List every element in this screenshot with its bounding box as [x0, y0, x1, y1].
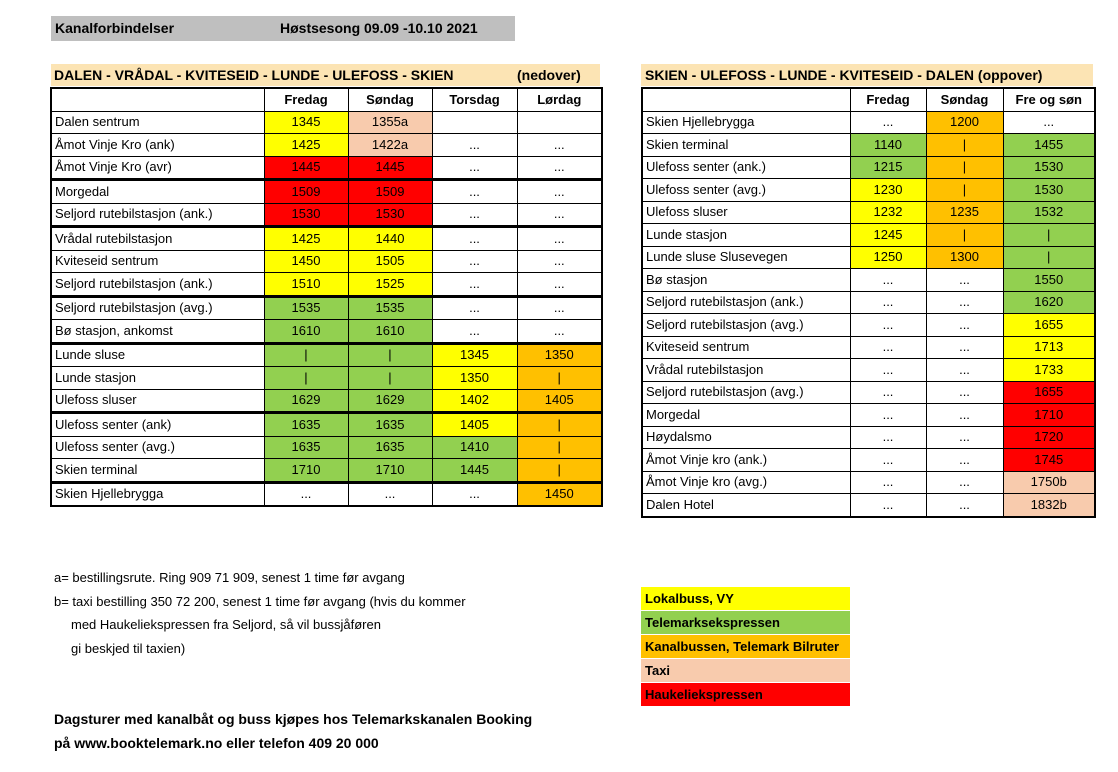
time-cell: 1509 — [264, 180, 348, 204]
stop-name: Seljord rutebilstasjon (avg.) — [642, 314, 850, 337]
stop-name: Kviteseid sentrum — [51, 250, 264, 273]
stop-name: Skien Hjellebrygga — [51, 482, 264, 506]
time-cell: 1530 — [348, 203, 432, 227]
time-cell: ... — [1003, 111, 1095, 134]
time-cell: 1402 — [432, 389, 517, 413]
time-cell: 1655 — [1003, 381, 1095, 404]
table-row — [51, 273, 602, 297]
time-cell: ... — [926, 426, 1003, 449]
stop-name: Ulefoss senter (avg.) — [642, 179, 850, 202]
time-cell: 1505 — [348, 250, 432, 273]
time-cell: ... — [850, 449, 926, 472]
column-header: Søndag — [348, 88, 432, 111]
time-cell: ... — [926, 471, 1003, 494]
time-cell: 1410 — [432, 436, 517, 459]
table-row — [51, 367, 602, 390]
time-cell: ... — [517, 250, 602, 273]
time-cell: 1750b — [1003, 471, 1095, 494]
table-row — [642, 314, 1095, 337]
column-header: Fredag — [264, 88, 348, 111]
booking-line2: på www.booktelemark.no eller telefon 409 20 000 — [54, 735, 379, 751]
note-a: a= bestillingsrute. Ring 909 71 909, senest 1 time før avgang — [54, 570, 405, 585]
table-row — [642, 494, 1095, 517]
time-cell: | — [517, 459, 602, 483]
stop-name: Ulefoss sluser — [642, 201, 850, 224]
time-cell: ... — [850, 381, 926, 404]
stop-name: Skien Hjellebrygga — [642, 111, 850, 134]
color-legend — [641, 587, 850, 707]
time-cell: 1345 — [264, 111, 348, 134]
column-header: Fre og søn — [1003, 88, 1095, 111]
time-cell: 1525 — [348, 273, 432, 297]
time-cell: ... — [926, 404, 1003, 427]
legend-item: Kanalbussen, Telemark Bilruter — [641, 635, 850, 659]
time-cell: 1745 — [1003, 449, 1095, 472]
time-cell: ... — [432, 250, 517, 273]
stop-name: Høydalsmo — [642, 426, 850, 449]
table-row — [642, 269, 1095, 292]
legend-item: Lokalbuss, VY — [641, 587, 850, 611]
time-cell: | — [348, 343, 432, 367]
time-cell: ... — [517, 320, 602, 344]
time-cell: 1629 — [348, 389, 432, 413]
note-b-line2: med Haukeliekspressen fra Seljord, så vil bussjåføren — [71, 617, 381, 632]
table-row — [51, 250, 602, 273]
stop-name: Morgedal — [51, 180, 264, 204]
time-cell: 1713 — [1003, 336, 1095, 359]
time-cell — [432, 111, 517, 134]
left-direction-text: (nedover) — [517, 67, 581, 83]
stop-name: Åmot Vinje Kro (avr) — [51, 156, 264, 180]
legend-item: Taxi — [641, 659, 850, 683]
time-cell: 1250 — [850, 246, 926, 269]
time-cell: ... — [926, 314, 1003, 337]
header-title: Kanalforbindelser — [55, 20, 175, 36]
stop-name: Dalen sentrum — [51, 111, 264, 134]
time-cell: ... — [850, 336, 926, 359]
time-cell: 1655 — [1003, 314, 1095, 337]
table-row — [642, 246, 1095, 269]
time-cell: 1445 — [264, 156, 348, 180]
time-cell: 1720 — [1003, 426, 1095, 449]
time-cell: | — [926, 179, 1003, 202]
stop-name: Lunde sluse — [51, 343, 264, 367]
table-row — [642, 359, 1095, 382]
time-cell: 1300 — [926, 246, 1003, 269]
table-row — [642, 134, 1095, 157]
right-timetable — [641, 87, 1096, 518]
table-row — [51, 482, 602, 506]
time-cell: 1610 — [348, 320, 432, 344]
table-row — [642, 224, 1095, 247]
time-cell: 1405 — [432, 413, 517, 437]
table-row — [642, 179, 1095, 202]
left-table-title — [51, 64, 600, 86]
stop-name: Bø stasjon, ankomst — [51, 320, 264, 344]
time-cell: 1422a — [348, 134, 432, 157]
column-header: Fredag — [850, 88, 926, 111]
time-cell: ... — [517, 273, 602, 297]
table-row — [642, 111, 1095, 134]
legend-item: Haukeliekspressen — [641, 683, 850, 707]
stop-name: Lunde sluse Slusevegen — [642, 246, 850, 269]
time-cell: ... — [264, 482, 348, 506]
table-row — [642, 381, 1095, 404]
booking-line1: Dagsturer med kanalbåt og buss kjøpes hos Telemarkskanalen Booking — [54, 711, 533, 727]
time-cell: 1350 — [517, 343, 602, 367]
stop-name: Åmot Vinje kro (ank.) — [642, 449, 850, 472]
table-row — [642, 201, 1095, 224]
time-cell: ... — [926, 449, 1003, 472]
time-cell: 1232 — [850, 201, 926, 224]
time-cell: ... — [926, 494, 1003, 517]
stop-name: Bø stasjon — [642, 269, 850, 292]
time-cell: | — [1003, 246, 1095, 269]
time-cell: ... — [926, 359, 1003, 382]
time-cell: ... — [926, 291, 1003, 314]
table-row — [642, 291, 1095, 314]
time-cell: 1710 — [264, 459, 348, 483]
time-cell: 1200 — [926, 111, 1003, 134]
booking-info — [54, 707, 532, 755]
header-season: Høstsesong 09.09 -10.10 2021 — [280, 20, 478, 36]
time-cell: | — [1003, 224, 1095, 247]
table-row — [642, 426, 1095, 449]
left-timetable — [50, 87, 603, 507]
time-cell: | — [517, 367, 602, 390]
table-row — [51, 320, 602, 344]
time-cell: ... — [432, 180, 517, 204]
table-row — [51, 296, 602, 320]
time-cell: ... — [850, 404, 926, 427]
time-cell: ... — [517, 203, 602, 227]
stop-name: Seljord rutebilstasjon (avg.) — [642, 381, 850, 404]
time-cell: ... — [517, 156, 602, 180]
time-cell: ... — [517, 180, 602, 204]
table-row — [51, 227, 602, 251]
right-table-title — [641, 64, 1093, 86]
time-cell: | — [517, 413, 602, 437]
time-cell: 1530 — [1003, 156, 1095, 179]
time-cell: 1235 — [926, 201, 1003, 224]
table-row — [51, 111, 602, 134]
column-header: Søndag — [926, 88, 1003, 111]
time-cell: ... — [348, 482, 432, 506]
time-cell: ... — [432, 482, 517, 506]
time-cell: ... — [432, 273, 517, 297]
stop-name: Seljord rutebilstasjon (avg.) — [51, 296, 264, 320]
table-row — [51, 180, 602, 204]
time-cell: 1535 — [264, 296, 348, 320]
time-cell: | — [348, 367, 432, 390]
time-cell: ... — [432, 296, 517, 320]
time-cell: 1635 — [264, 413, 348, 437]
time-cell: ... — [432, 134, 517, 157]
left-header-row — [51, 88, 602, 111]
stop-name: Åmot Vinje Kro (ank) — [51, 134, 264, 157]
time-cell: 1350 — [432, 367, 517, 390]
time-cell: ... — [850, 359, 926, 382]
page-header — [51, 16, 515, 41]
time-cell: 1629 — [264, 389, 348, 413]
time-cell: ... — [432, 203, 517, 227]
column-header: Lørdag — [517, 88, 602, 111]
table-row — [51, 436, 602, 459]
time-cell: 1550 — [1003, 269, 1095, 292]
stop-name: Åmot Vinje kro (avg.) — [642, 471, 850, 494]
time-cell: | — [926, 156, 1003, 179]
note-b-line1: b= taxi bestilling 350 72 200, senest 1 time før avgang (hvis du kommer — [54, 593, 466, 609]
note-b-line3: gi beskjed til taxien) — [71, 640, 186, 656]
header-cell-empty — [642, 88, 850, 111]
time-cell: 1450 — [264, 250, 348, 273]
time-cell: ... — [517, 227, 602, 251]
time-cell: ... — [926, 381, 1003, 404]
time-cell: 1832b — [1003, 494, 1095, 517]
time-cell: 1510 — [264, 273, 348, 297]
time-cell: 1635 — [348, 413, 432, 437]
time-cell: 1345 — [432, 343, 517, 367]
time-cell: 1425 — [264, 134, 348, 157]
time-cell: 1635 — [348, 436, 432, 459]
time-cell: 1245 — [850, 224, 926, 247]
time-cell: 1355a — [348, 111, 432, 134]
time-cell: 1440 — [348, 227, 432, 251]
table-row — [51, 343, 602, 367]
time-cell: | — [926, 224, 1003, 247]
time-cell: 1215 — [850, 156, 926, 179]
table-row — [642, 471, 1095, 494]
time-cell: ... — [850, 426, 926, 449]
stop-name: Ulefoss senter (avg.) — [51, 436, 264, 459]
time-cell: ... — [850, 314, 926, 337]
time-cell: ... — [432, 227, 517, 251]
time-cell: 1455 — [1003, 134, 1095, 157]
footnotes — [54, 566, 466, 660]
time-cell: ... — [432, 156, 517, 180]
stop-name: Seljord rutebilstasjon (ank.) — [51, 203, 264, 227]
time-cell: 1710 — [1003, 404, 1095, 427]
time-cell: 1535 — [348, 296, 432, 320]
right-title-text: SKIEN - ULEFOSS - LUNDE - KVITESEID - DALEN (oppover) — [645, 67, 1043, 83]
time-cell: ... — [926, 336, 1003, 359]
stop-name: Ulefoss senter (ank) — [51, 413, 264, 437]
time-cell: 1140 — [850, 134, 926, 157]
column-header: Torsdag — [432, 88, 517, 111]
header-cell-empty — [51, 88, 264, 111]
time-cell: 1635 — [264, 436, 348, 459]
time-cell: 1530 — [1003, 179, 1095, 202]
time-cell: ... — [850, 471, 926, 494]
stop-name: Vrådal rutebilstasjon — [51, 227, 264, 251]
left-title-text: DALEN - VRÅDAL - KVITESEID - LUNDE - ULEFOSS - SKIEN — [54, 67, 454, 83]
stop-name: Seljord rutebilstasjon (ank.) — [642, 291, 850, 314]
table-row — [51, 156, 602, 180]
stop-name: Ulefoss senter (ank.) — [642, 156, 850, 179]
time-cell: 1532 — [1003, 201, 1095, 224]
stop-name: Vrådal rutebilstasjon — [642, 359, 850, 382]
time-cell: 1450 — [517, 482, 602, 506]
time-cell: ... — [517, 296, 602, 320]
time-cell: 1710 — [348, 459, 432, 483]
table-row — [51, 459, 602, 483]
legend-item: Telemarksekspressen — [641, 611, 850, 635]
time-cell: | — [517, 436, 602, 459]
time-cell: ... — [850, 494, 926, 517]
time-cell: 1509 — [348, 180, 432, 204]
time-cell: 1610 — [264, 320, 348, 344]
stop-name: Lunde stasjon — [642, 224, 850, 247]
time-cell: | — [926, 134, 1003, 157]
time-cell: 1620 — [1003, 291, 1095, 314]
table-row — [51, 203, 602, 227]
right-header-row — [642, 88, 1095, 111]
time-cell: ... — [850, 291, 926, 314]
table-row — [51, 134, 602, 157]
time-cell: ... — [432, 320, 517, 344]
table-row — [642, 404, 1095, 427]
stop-name: Kviteseid sentrum — [642, 336, 850, 359]
time-cell: ... — [517, 134, 602, 157]
time-cell: 1230 — [850, 179, 926, 202]
time-cell: ... — [926, 269, 1003, 292]
stop-name: Skien terminal — [642, 134, 850, 157]
stop-name: Lunde stasjon — [51, 367, 264, 390]
stop-name: Morgedal — [642, 404, 850, 427]
time-cell: | — [264, 367, 348, 390]
table-row — [51, 413, 602, 437]
time-cell: | — [264, 343, 348, 367]
time-cell: ... — [850, 111, 926, 134]
time-cell: 1445 — [432, 459, 517, 483]
stop-name: Skien terminal — [51, 459, 264, 483]
time-cell: 1530 — [264, 203, 348, 227]
table-row — [642, 449, 1095, 472]
time-cell: 1405 — [517, 389, 602, 413]
table-row — [51, 389, 602, 413]
table-row — [642, 336, 1095, 359]
time-cell: ... — [850, 269, 926, 292]
stop-name: Ulefoss sluser — [51, 389, 264, 413]
time-cell — [517, 111, 602, 134]
stop-name: Dalen Hotel — [642, 494, 850, 517]
stop-name: Seljord rutebilstasjon (ank.) — [51, 273, 264, 297]
time-cell: 1445 — [348, 156, 432, 180]
time-cell: 1733 — [1003, 359, 1095, 382]
table-row — [642, 156, 1095, 179]
time-cell: 1425 — [264, 227, 348, 251]
